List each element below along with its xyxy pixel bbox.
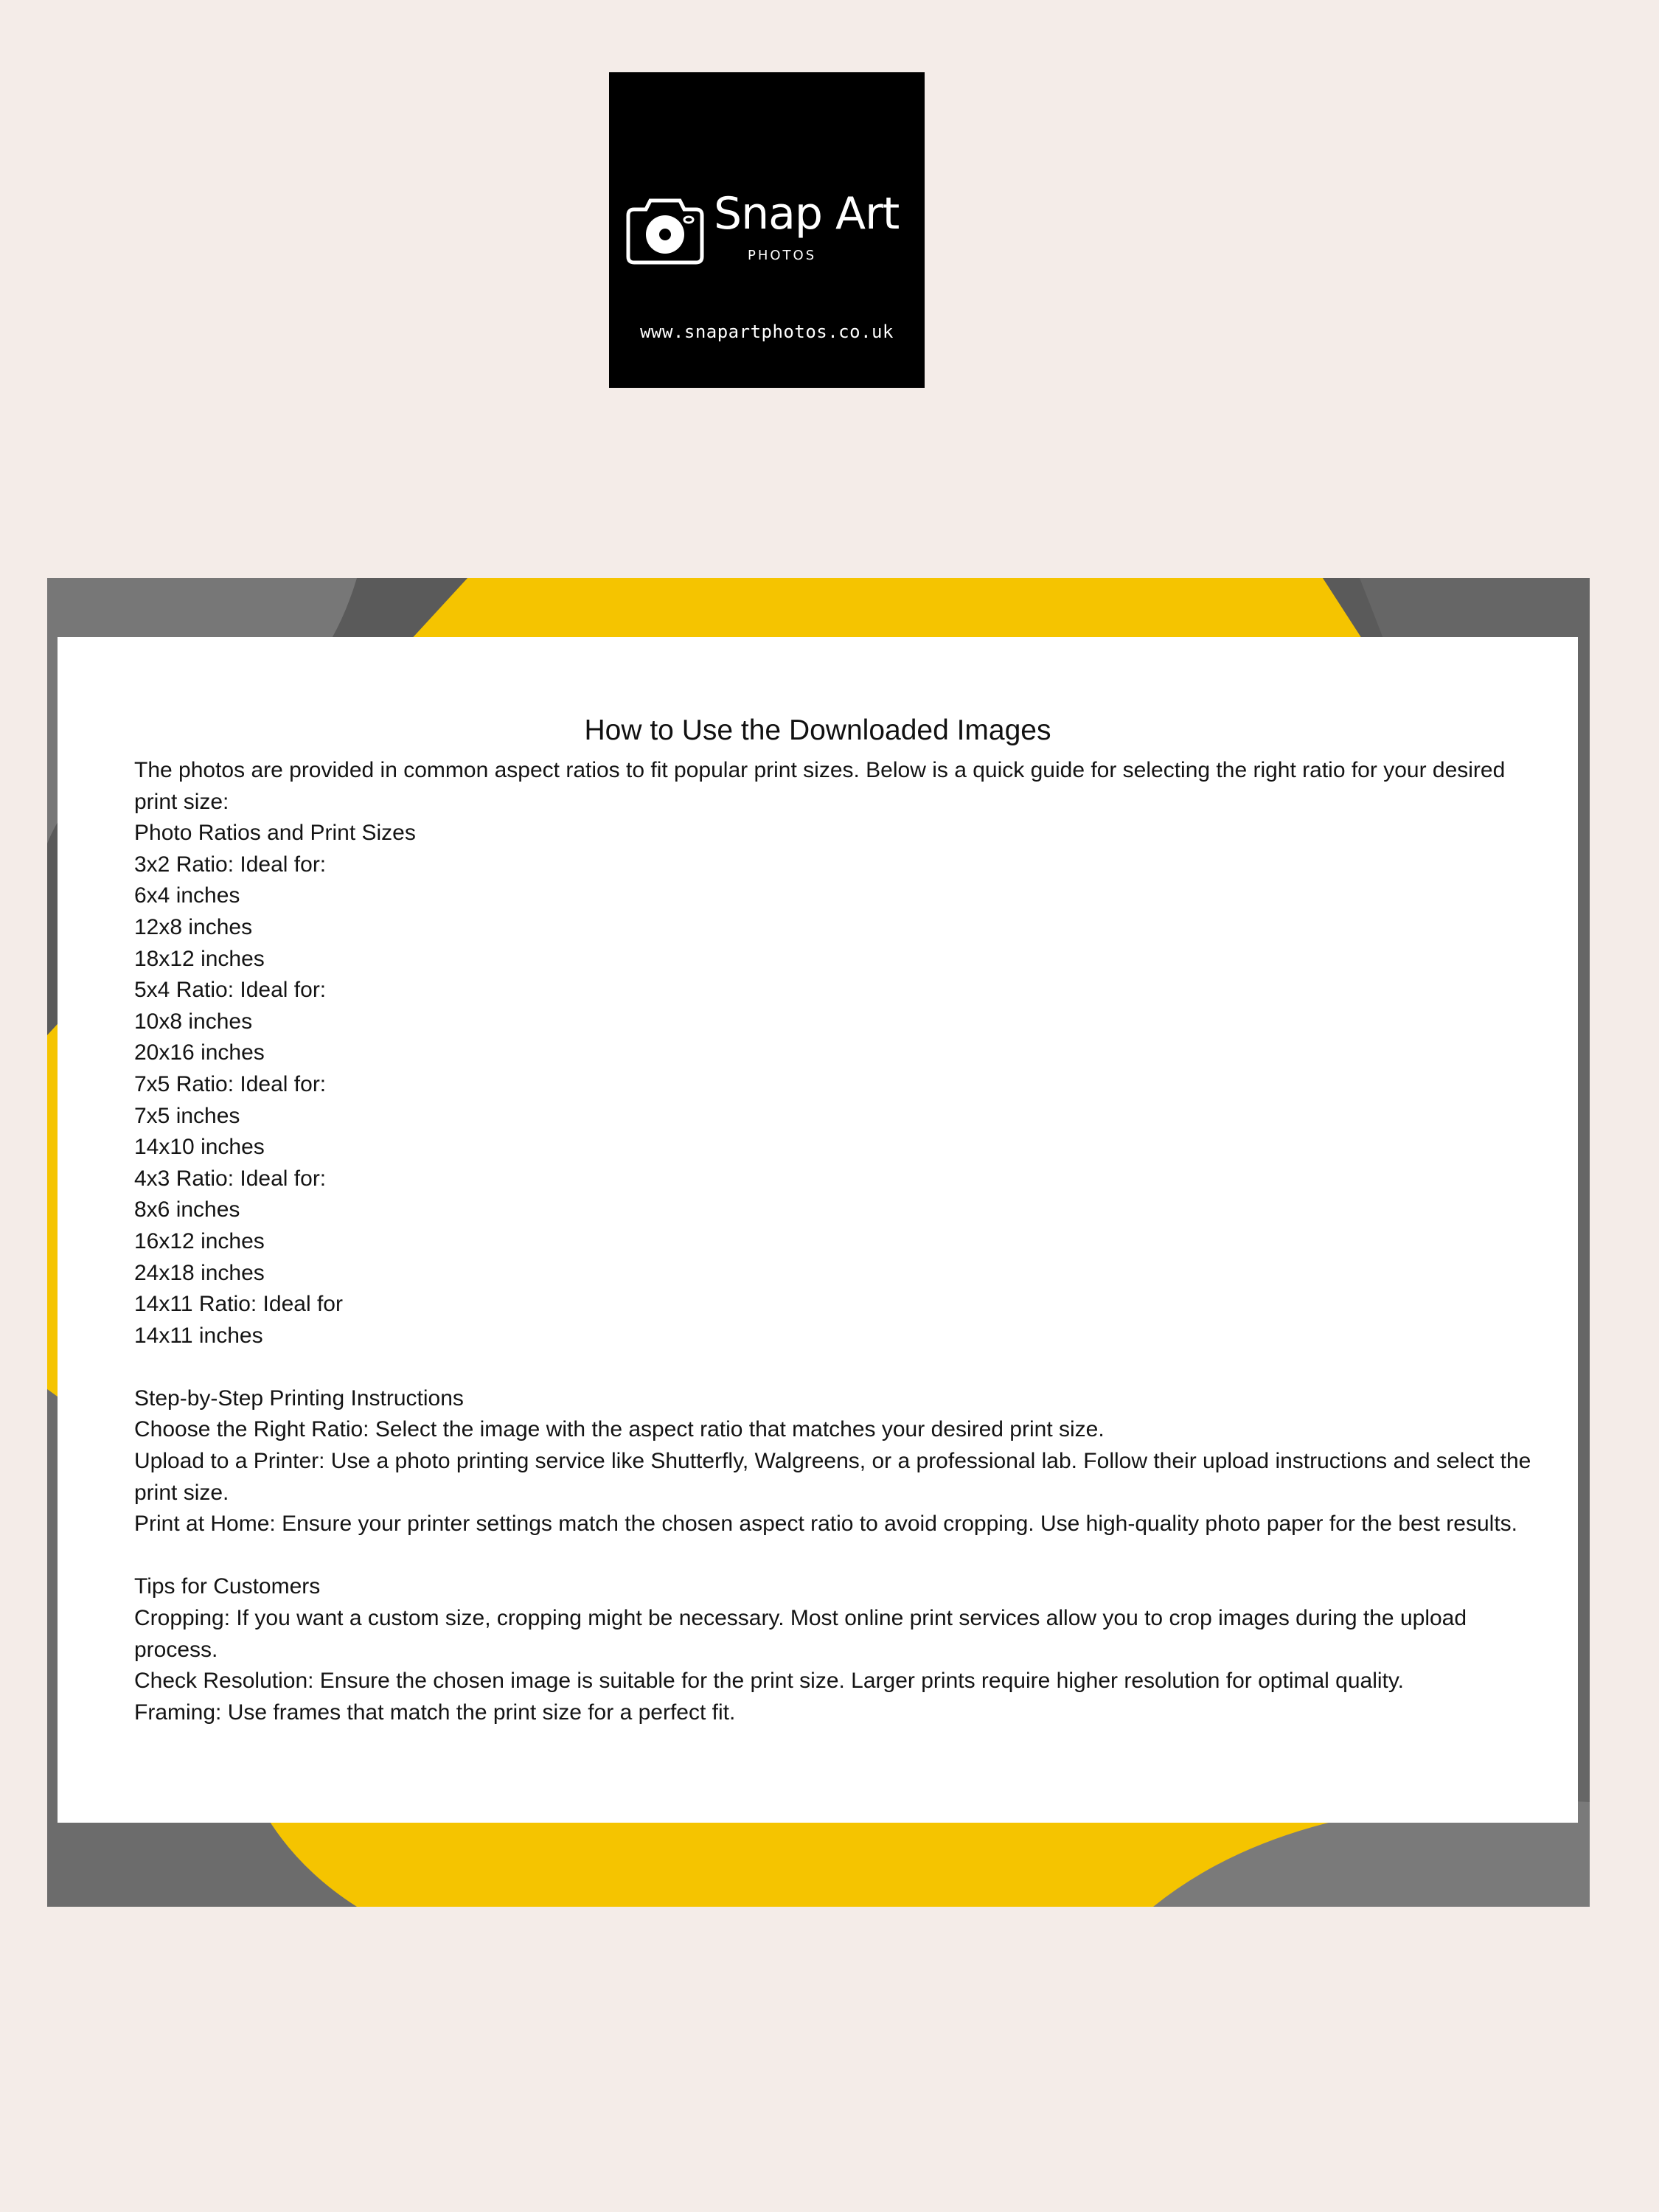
logo-subtitle: PHOTOS [748, 248, 817, 263]
ratio-line: 24x18 inches [134, 1260, 265, 1285]
tips-heading: Tips for Customers [134, 1574, 321, 1599]
tip-item: Cropping: If you want a custom size, cropping might be necessary. Most online print services allow you to crop images during the upload process. [134, 1606, 1467, 1662]
ratio-line: 7x5 inches [134, 1103, 240, 1128]
ratio-line: 10x8 inches [134, 1009, 253, 1034]
instructions-card [58, 637, 1578, 1823]
steps-heading: Step-by-Step Printing Instructions [134, 1385, 464, 1411]
intro-paragraph: The photos are provided in common aspect ratios to fit popular print sizes. Below is a quick guide for selecting the right ratio for your desired print size: [134, 758, 1506, 814]
ratio-line: 3x2 Ratio: Ideal for: [134, 852, 327, 877]
camera-icon [624, 190, 706, 267]
ratios-heading: Photo Ratios and Print Sizes [134, 821, 416, 846]
spacer [134, 1540, 1550, 1572]
ratio-line: 4x3 Ratio: Ideal for: [134, 1166, 327, 1191]
ratio-line: 16x12 inches [134, 1228, 265, 1253]
tip-item: Framing: Use frames that match the print size for a perfect fit. [134, 1700, 736, 1725]
logo-url: www.snapartphotos.co.uk [640, 321, 894, 342]
ratio-line: 7x5 Ratio: Ideal for: [134, 1071, 327, 1096]
ratio-line: 8x6 inches [134, 1197, 240, 1222]
snap-art-logo [609, 72, 925, 388]
ratio-line: 5x4 Ratio: Ideal for: [134, 978, 327, 1003]
ratio-line: 12x8 inches [134, 914, 253, 939]
ratio-line: 6x4 inches [134, 883, 240, 908]
step-item: Choose the Right Ratio: Select the image with the aspect ratio that matches your desired print size. [134, 1417, 1105, 1442]
document-title: How to Use the Downloaded Images [584, 714, 1051, 746]
spacer [134, 1352, 1550, 1383]
ratio-line: 14x11 inches [134, 1323, 263, 1348]
ratio-line: 14x11 Ratio: Ideal for [134, 1292, 343, 1317]
instructions-banner [47, 578, 1590, 1907]
ratio-list [134, 849, 1550, 1352]
step-item: Print at Home: Ensure your printer settings match the chosen aspect ratio to avoid cropping. Use high-quality photo paper for the best results. [134, 1512, 1517, 1537]
step-item: Upload to a Printer: Use a photo printing service like Shutterfly, Walgreens, or a professional lab. Follow their upload instructions and select the print size. [134, 1449, 1531, 1505]
logo-brand: Snap Art [714, 188, 900, 240]
ratio-line: 14x10 inches [134, 1135, 265, 1160]
tip-item: Check Resolution: Ensure the chosen image is suitable for the print size. Larger prints require higher resolution for optimal quality. [134, 1669, 1404, 1694]
document-body [134, 755, 1550, 1728]
ratio-line: 18x12 inches [134, 946, 265, 971]
ratio-line: 20x16 inches [134, 1040, 265, 1065]
